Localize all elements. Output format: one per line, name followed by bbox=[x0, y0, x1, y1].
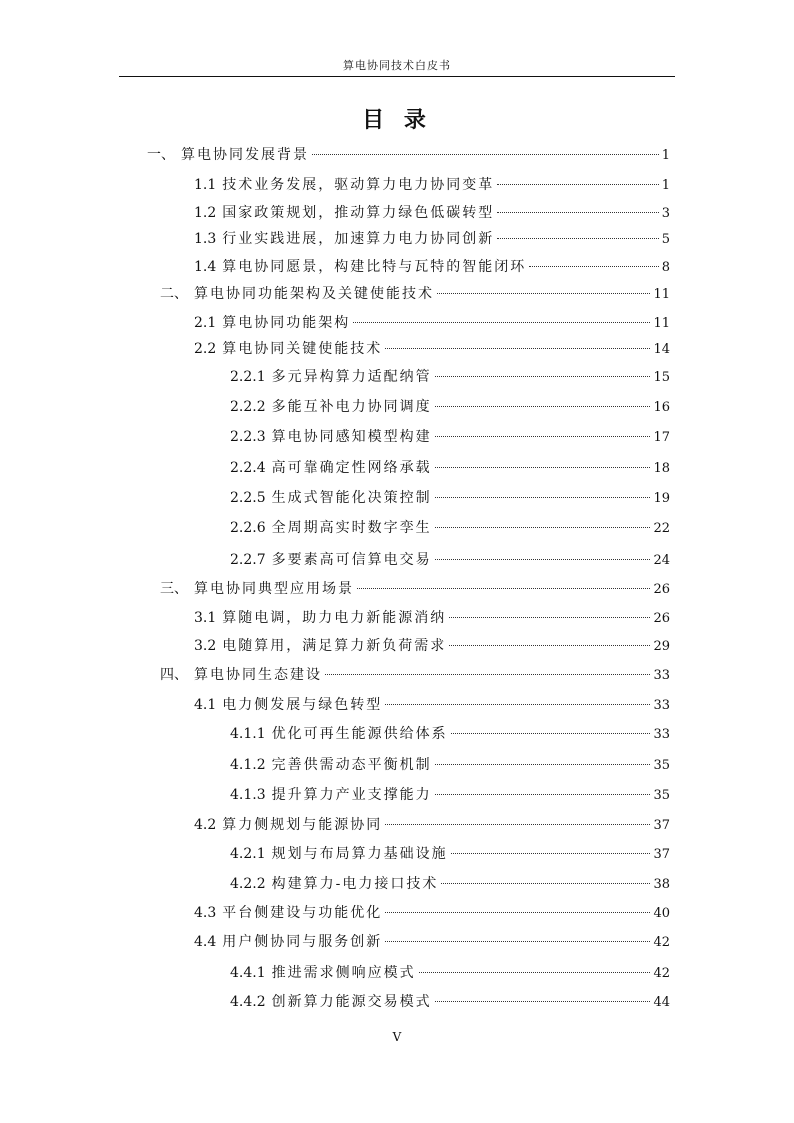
toc-entry-number: 3.1 bbox=[194, 610, 217, 626]
toc-entry[interactable] bbox=[230, 784, 670, 808]
toc-entry-number: 三、 bbox=[160, 581, 188, 597]
toc-entry-text: 电随算用，满足算力新负荷需求 bbox=[222, 638, 447, 654]
dot-leader bbox=[451, 853, 651, 854]
toc-entry[interactable] bbox=[194, 635, 670, 659]
toc-entry[interactable] bbox=[230, 962, 670, 986]
toc-entry-number: 4.4.1 bbox=[230, 965, 266, 981]
toc-entry[interactable] bbox=[194, 312, 670, 336]
toc-entry-page: 42 bbox=[653, 935, 670, 950]
toc-entry-page: 35 bbox=[653, 788, 670, 803]
toc-entry-page: 1 bbox=[661, 178, 670, 193]
toc-entry[interactable] bbox=[230, 991, 670, 1015]
toc-entry-page: 15 bbox=[653, 370, 670, 385]
toc-entry-number: 1.1 bbox=[194, 177, 217, 193]
dot-leader bbox=[435, 467, 651, 468]
toc-entry-text: 高可靠确定性网络承载 bbox=[271, 460, 432, 476]
toc-entry-page: 16 bbox=[653, 400, 670, 415]
toc-entry-number: 四、 bbox=[160, 667, 188, 683]
dot-leader bbox=[497, 212, 658, 213]
toc-entry[interactable] bbox=[230, 873, 670, 897]
dot-leader bbox=[385, 348, 650, 349]
toc-entry-text: 算电协同关键使能技术 bbox=[222, 341, 383, 357]
dot-leader bbox=[435, 559, 651, 560]
toc-entry-text: 算电协同感知模型构建 bbox=[271, 429, 432, 445]
toc-entry-page: 18 bbox=[653, 461, 670, 476]
toc-entry-page: 42 bbox=[653, 966, 670, 981]
dot-leader bbox=[385, 824, 650, 825]
dot-leader bbox=[435, 406, 651, 407]
toc-entry[interactable] bbox=[194, 202, 670, 226]
toc-entry[interactable] bbox=[230, 549, 670, 573]
toc-entry-number: 1.2 bbox=[194, 205, 217, 221]
dot-leader bbox=[435, 376, 651, 377]
toc-entry[interactable] bbox=[160, 664, 670, 688]
toc-entry-page: 29 bbox=[653, 639, 670, 654]
toc-entry-page: 26 bbox=[653, 611, 670, 626]
toc-entry[interactable] bbox=[230, 517, 670, 541]
toc-entry-page: 1 bbox=[661, 148, 670, 163]
toc-entry[interactable] bbox=[230, 396, 670, 420]
toc-entry[interactable] bbox=[194, 931, 670, 955]
toc-entry-page: 38 bbox=[653, 877, 670, 892]
dot-leader bbox=[441, 883, 650, 884]
toc-entry[interactable] bbox=[160, 578, 670, 602]
toc-entry-number: 2.2.5 bbox=[230, 490, 266, 506]
dot-leader bbox=[353, 322, 650, 323]
toc-entry-text: 多元异构算力适配纳管 bbox=[271, 369, 432, 385]
toc-entry[interactable] bbox=[230, 487, 670, 511]
toc-entry-text: 用户侧协同与服务创新 bbox=[222, 934, 383, 950]
page-header-title: 算电协同技术白皮书 bbox=[343, 59, 451, 72]
toc-entry[interactable] bbox=[230, 843, 670, 867]
dot-leader bbox=[325, 674, 650, 675]
dot-leader bbox=[435, 527, 651, 528]
dot-leader bbox=[449, 645, 650, 646]
toc-entry-number: 4.4 bbox=[194, 934, 217, 950]
dot-leader bbox=[385, 912, 650, 913]
toc-entry-text: 国家政策规划，推动算力绿色低碳转型 bbox=[222, 205, 495, 221]
toc-entry-number: 二、 bbox=[160, 286, 188, 302]
toc-entry-page: 24 bbox=[653, 553, 670, 568]
footer-page-number: V bbox=[392, 1030, 402, 1044]
dot-leader bbox=[435, 764, 651, 765]
toc-entry[interactable] bbox=[194, 814, 670, 838]
toc-entry-number: 2.2.2 bbox=[230, 399, 266, 415]
dot-leader bbox=[435, 436, 651, 437]
toc-entry-page: 14 bbox=[653, 342, 670, 357]
toc-entry[interactable] bbox=[230, 723, 670, 747]
toc-entry-text: 算电协同生态建设 bbox=[194, 667, 322, 683]
toc-entry-page: 35 bbox=[653, 758, 670, 773]
toc-entry-number: 2.2.3 bbox=[230, 429, 266, 445]
dot-leader bbox=[449, 617, 650, 618]
toc-entry[interactable] bbox=[194, 902, 670, 926]
toc-entry-number: 4.1.3 bbox=[230, 787, 266, 803]
toc-entry-text: 电力侧发展与绿色转型 bbox=[222, 697, 383, 713]
toc-entry-page: 33 bbox=[653, 727, 670, 742]
toc-entry-number: 4.1.2 bbox=[230, 757, 266, 773]
dot-leader bbox=[497, 184, 658, 185]
toc-entry-page: 33 bbox=[653, 698, 670, 713]
dot-leader bbox=[435, 497, 651, 498]
toc-entry[interactable] bbox=[230, 426, 670, 450]
toc-entry-text: 算电协同愿景，构建比特与瓦特的智能闭环 bbox=[222, 259, 527, 275]
toc-entry-text: 算随电调，助力电力新能源消纳 bbox=[222, 610, 447, 626]
toc-entry-text: 多要素高可信算电交易 bbox=[271, 552, 432, 568]
toc-entry[interactable] bbox=[230, 754, 670, 778]
toc-entry-page: 37 bbox=[653, 818, 670, 833]
toc-entry-page: 44 bbox=[653, 995, 670, 1010]
toc-entry-text: 完善供需动态平衡机制 bbox=[271, 757, 432, 773]
toc-entry[interactable] bbox=[194, 338, 670, 362]
toc-entry-page: 26 bbox=[653, 582, 670, 597]
dot-leader bbox=[385, 941, 650, 942]
toc-entry-page: 22 bbox=[653, 521, 670, 536]
toc-entry-page: 33 bbox=[653, 668, 670, 683]
toc-entry-text: 算电协同典型应用场景 bbox=[194, 581, 354, 597]
toc-entry-page: 11 bbox=[653, 316, 670, 331]
toc-entry-text: 规划与布局算力基础设施 bbox=[271, 846, 448, 862]
toc-entry[interactable] bbox=[194, 174, 670, 198]
toc-entry-page: 8 bbox=[661, 260, 670, 275]
toc-entry-page: 19 bbox=[653, 491, 670, 506]
toc-entry-number: 4.3 bbox=[194, 905, 217, 921]
toc-entry-page: 5 bbox=[661, 232, 670, 247]
toc-entry-page: 37 bbox=[653, 847, 670, 862]
toc-entry-text: 创新算力能源交易模式 bbox=[271, 994, 432, 1010]
toc-entry-number: 3.2 bbox=[194, 638, 217, 654]
toc-entry-text: 多能互补电力协同调度 bbox=[271, 399, 432, 415]
toc-entry-number: 一、 bbox=[147, 147, 175, 163]
toc-entry-text: 技术业务发展，驱动算力电力协同变革 bbox=[222, 177, 495, 193]
toc-entry-text: 全周期高实时数字孪生 bbox=[271, 520, 432, 536]
dot-leader bbox=[497, 238, 658, 239]
dot-leader bbox=[529, 266, 658, 267]
toc-entry-page: 11 bbox=[653, 287, 670, 302]
toc-entry-number: 4.2.1 bbox=[230, 846, 266, 862]
toc-entry-number: 2.1 bbox=[194, 315, 217, 331]
toc-entry-number: 4.1 bbox=[194, 697, 217, 713]
toc-entry-page: 3 bbox=[661, 206, 670, 221]
header-rule bbox=[119, 76, 675, 77]
toc-entry-number: 4.1.1 bbox=[230, 726, 266, 742]
toc-entry[interactable] bbox=[194, 256, 670, 280]
toc-entry-number: 2.2.6 bbox=[230, 520, 266, 536]
toc-entry-text: 算电协同功能架构及关键使能技术 bbox=[194, 286, 434, 302]
toc-entry[interactable] bbox=[194, 694, 670, 718]
toc-entry-text: 算电协同发展背景 bbox=[181, 147, 309, 163]
toc-entry-number: 4.2 bbox=[194, 817, 217, 833]
toc-entry-number: 2.2.7 bbox=[230, 552, 266, 568]
toc-entry-text: 构建算力-电力接口技术 bbox=[271, 876, 439, 892]
toc-entry[interactable] bbox=[230, 366, 670, 390]
toc-entry[interactable] bbox=[160, 283, 670, 307]
toc-entry-text: 推进需求侧响应模式 bbox=[271, 965, 416, 981]
toc-entry-text: 生成式智能化决策控制 bbox=[271, 490, 432, 506]
toc-entry[interactable] bbox=[194, 228, 670, 252]
dot-leader bbox=[437, 293, 650, 294]
toc-entry[interactable] bbox=[230, 457, 670, 481]
toc-entry-text: 算力侧规划与能源协同 bbox=[222, 817, 383, 833]
toc-entry-text: 提升算力产业支撑能力 bbox=[271, 787, 432, 803]
toc-entry-text: 优化可再生能源供给体系 bbox=[271, 726, 448, 742]
toc-entry-number: 2.2 bbox=[194, 341, 217, 357]
toc-entry-number: 1.4 bbox=[194, 259, 217, 275]
dot-leader bbox=[419, 972, 651, 973]
toc-entry-number: 1.3 bbox=[194, 231, 217, 247]
toc-entry-text: 平台侧建设与功能优化 bbox=[222, 905, 383, 921]
toc-entry[interactable] bbox=[194, 607, 670, 631]
dot-leader bbox=[435, 794, 651, 795]
toc-entry-number: 2.2.1 bbox=[230, 369, 266, 385]
dot-leader bbox=[451, 733, 651, 734]
dot-leader bbox=[435, 1001, 651, 1002]
dot-leader bbox=[357, 588, 650, 589]
toc-title: 目 录 bbox=[362, 108, 432, 133]
toc-entry-number: 2.2.4 bbox=[230, 460, 266, 476]
toc-entry[interactable] bbox=[147, 144, 670, 168]
toc-entry-page: 40 bbox=[653, 906, 670, 921]
dot-leader bbox=[312, 154, 659, 155]
toc-entry-text: 行业实践进展，加速算力电力协同创新 bbox=[222, 231, 495, 247]
toc-entry-number: 4.2.2 bbox=[230, 876, 266, 892]
toc-entry-text: 算电协同功能架构 bbox=[222, 315, 351, 331]
toc-entry-page: 17 bbox=[653, 430, 670, 445]
dot-leader bbox=[385, 704, 650, 705]
toc-entry-number: 4.4.2 bbox=[230, 994, 266, 1010]
